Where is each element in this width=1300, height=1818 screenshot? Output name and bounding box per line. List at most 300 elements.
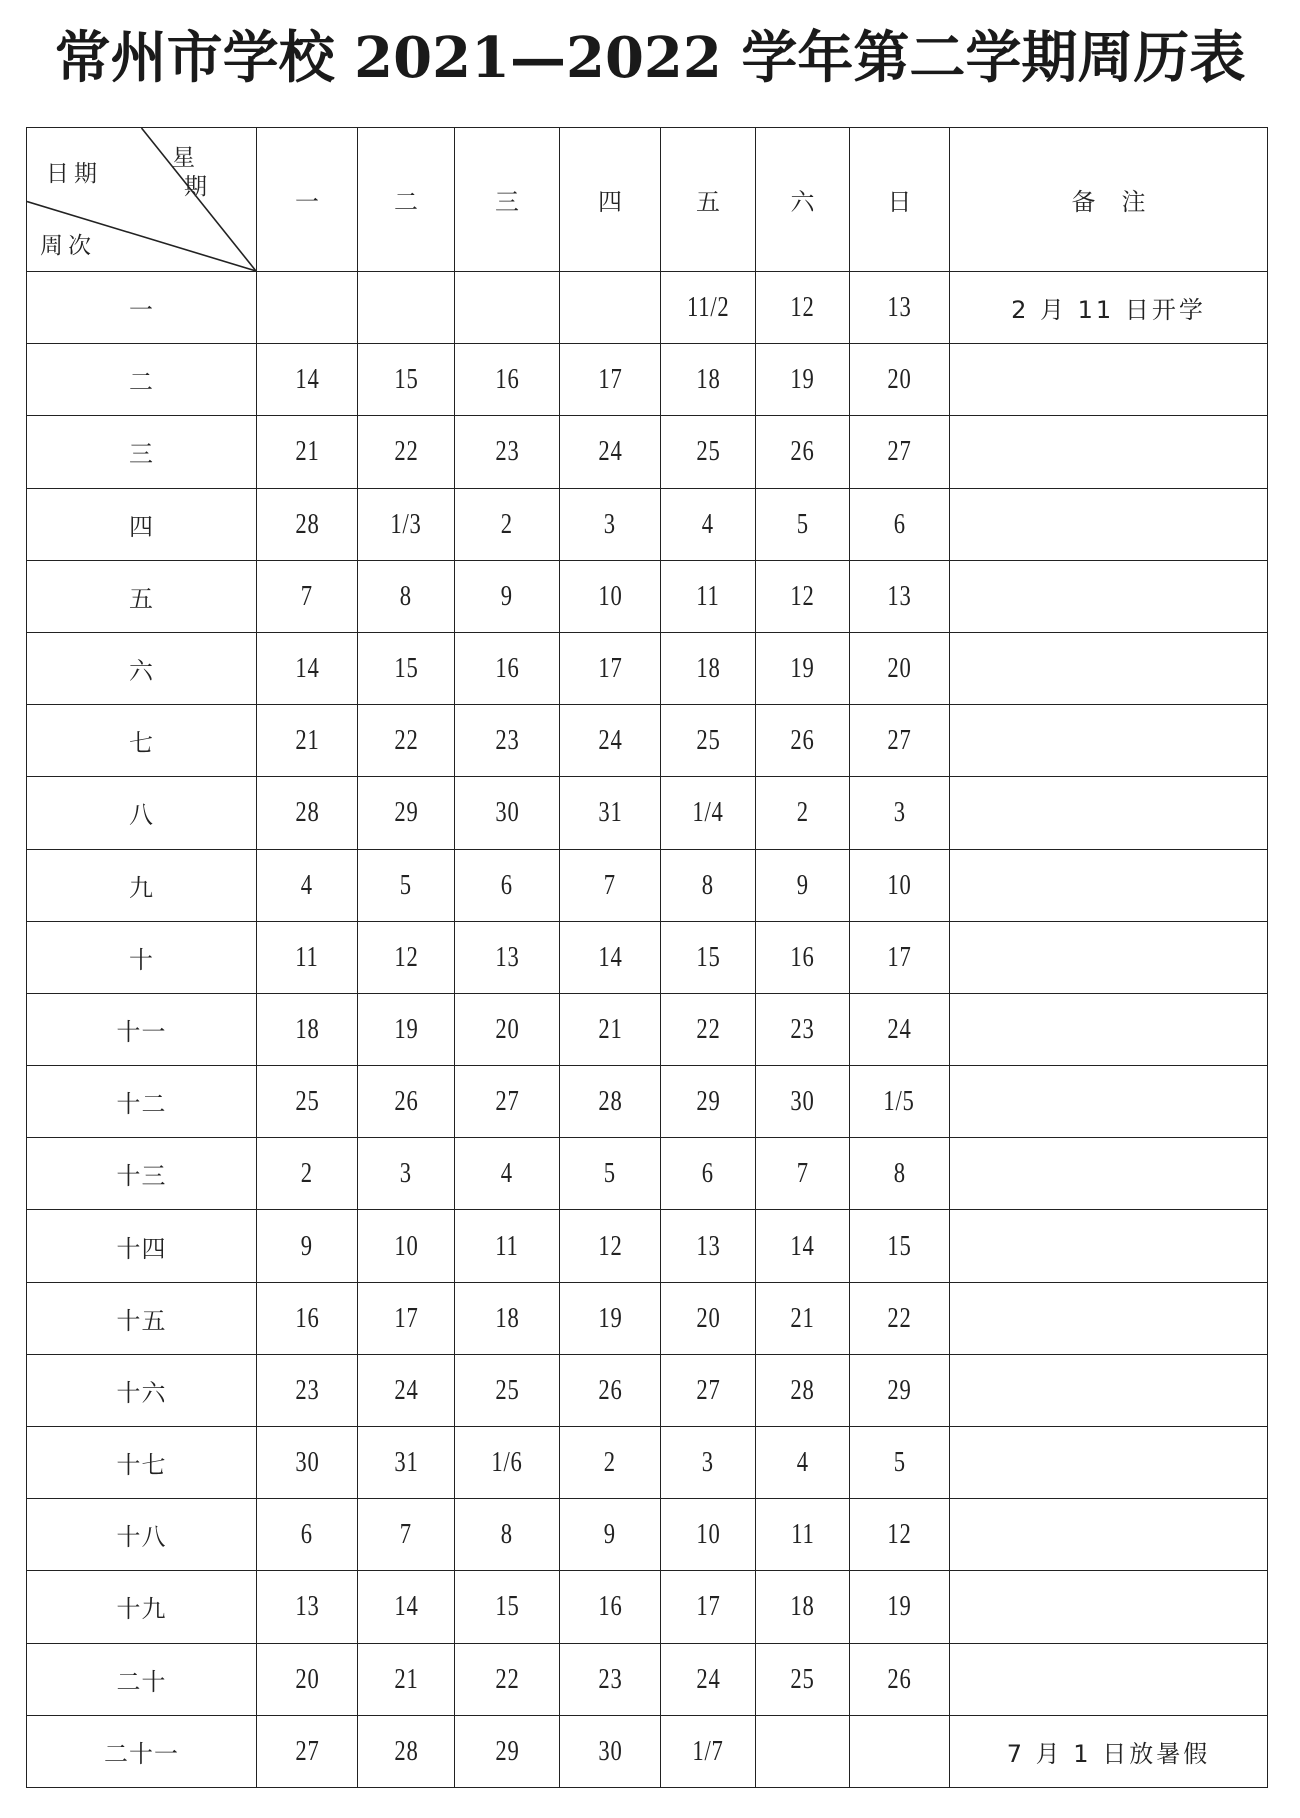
date-value: 18 bbox=[494, 1301, 520, 1334]
date-value: 1/3 bbox=[390, 507, 422, 540]
calendar-body bbox=[27, 272, 1268, 1788]
week-number-cell: 四 bbox=[27, 488, 257, 560]
date-value: 7 bbox=[300, 579, 314, 612]
date-cell bbox=[257, 993, 358, 1065]
date-value: 9 bbox=[500, 579, 514, 612]
date-cell bbox=[257, 1499, 358, 1571]
remark-cell bbox=[950, 1282, 1268, 1354]
date-cell bbox=[560, 272, 661, 344]
date-cell bbox=[756, 1282, 850, 1354]
remark-cell: 7 月 1 日放暑假 bbox=[950, 1715, 1268, 1787]
date-cell bbox=[756, 1427, 850, 1499]
week-number-cell: 十五 bbox=[27, 1282, 257, 1354]
date-value: 1/4 bbox=[692, 796, 724, 829]
date-value: 15 bbox=[494, 1590, 520, 1623]
date-value: 11 bbox=[696, 579, 720, 612]
week-number-cell: 八 bbox=[27, 777, 257, 849]
date-cell bbox=[661, 1138, 756, 1210]
date-cell bbox=[661, 921, 756, 993]
date-value: 21 bbox=[294, 435, 320, 468]
date-cell bbox=[560, 344, 661, 416]
date-value: 22 bbox=[887, 1301, 912, 1334]
table-row bbox=[27, 1571, 1268, 1643]
date-cell bbox=[560, 1643, 661, 1715]
date-cell bbox=[358, 1643, 455, 1715]
date-cell bbox=[455, 272, 560, 344]
date-cell bbox=[756, 1138, 850, 1210]
table-row bbox=[27, 488, 1268, 560]
date-value: 17 bbox=[393, 1301, 419, 1334]
date-value: 21 bbox=[790, 1301, 815, 1334]
date-value: 7 bbox=[603, 868, 617, 901]
date-value: 5 bbox=[796, 507, 809, 540]
date-cell bbox=[358, 1354, 455, 1426]
date-value: 22 bbox=[393, 435, 419, 468]
date-cell bbox=[850, 632, 950, 704]
date-cell bbox=[850, 1715, 950, 1787]
date-cell bbox=[661, 1282, 756, 1354]
date-cell bbox=[850, 272, 950, 344]
date-cell bbox=[850, 488, 950, 560]
week-number-cell: 十一 bbox=[27, 993, 257, 1065]
date-value: 12 bbox=[887, 1518, 912, 1551]
table-row bbox=[27, 921, 1268, 993]
date-cell bbox=[850, 1427, 950, 1499]
date-cell bbox=[560, 993, 661, 1065]
remark-cell bbox=[950, 705, 1268, 777]
date-value: 18 bbox=[695, 652, 721, 685]
date-cell bbox=[455, 1210, 560, 1282]
date-cell bbox=[756, 488, 850, 560]
date-cell bbox=[756, 1066, 850, 1138]
date-value: 28 bbox=[294, 796, 320, 829]
date-value: 3 bbox=[603, 507, 617, 540]
table-row bbox=[27, 1282, 1268, 1354]
date-cell bbox=[560, 1210, 661, 1282]
date-value: 3 bbox=[399, 1157, 413, 1190]
date-cell bbox=[358, 416, 455, 488]
date-value: 9 bbox=[603, 1518, 617, 1551]
date-cell bbox=[756, 921, 850, 993]
date-cell bbox=[560, 921, 661, 993]
remark-cell: 2 月 11 日开学 bbox=[950, 272, 1268, 344]
date-value: 20 bbox=[494, 1012, 520, 1045]
weekday-header-wed: 三 bbox=[455, 128, 560, 272]
date-cell bbox=[661, 1499, 756, 1571]
date-value: 10 bbox=[597, 579, 623, 612]
date-cell bbox=[756, 416, 850, 488]
date-cell bbox=[850, 849, 950, 921]
weekday-header-sat: 六 bbox=[756, 128, 850, 272]
date-value: 23 bbox=[494, 724, 520, 757]
date-value: 18 bbox=[790, 1590, 815, 1623]
date-value: 19 bbox=[597, 1301, 623, 1334]
table-row bbox=[27, 1354, 1268, 1426]
date-cell bbox=[455, 921, 560, 993]
date-cell bbox=[257, 1138, 358, 1210]
table-row bbox=[27, 1427, 1268, 1499]
table-row bbox=[27, 1499, 1268, 1571]
date-value: 6 bbox=[500, 868, 514, 901]
date-value: 10 bbox=[393, 1229, 419, 1262]
date-value: 1/5 bbox=[883, 1085, 916, 1118]
date-cell bbox=[560, 1571, 661, 1643]
date-value: 28 bbox=[294, 507, 320, 540]
date-value: 28 bbox=[393, 1734, 419, 1767]
week-axis-label: 周次 bbox=[40, 233, 96, 259]
week-number-cell: 三 bbox=[27, 416, 257, 488]
week-number-cell: 十二 bbox=[27, 1066, 257, 1138]
date-cell bbox=[455, 705, 560, 777]
date-value: 21 bbox=[393, 1662, 419, 1695]
date-cell bbox=[661, 272, 756, 344]
date-value: 7 bbox=[796, 1157, 809, 1190]
remarks-header: 备注 bbox=[950, 128, 1268, 272]
date-value: 4 bbox=[701, 507, 715, 540]
remark-cell bbox=[950, 777, 1268, 849]
date-cell bbox=[661, 1427, 756, 1499]
date-cell bbox=[756, 344, 850, 416]
weekday-header-mon: 一 bbox=[257, 128, 358, 272]
date-value: 25 bbox=[695, 724, 721, 757]
remark-cell bbox=[950, 344, 1268, 416]
date-cell bbox=[756, 777, 850, 849]
date-cell bbox=[358, 632, 455, 704]
date-value: 8 bbox=[701, 868, 715, 901]
date-cell bbox=[756, 849, 850, 921]
date-value: 20 bbox=[887, 363, 912, 396]
date-cell bbox=[661, 1354, 756, 1426]
date-value: 8 bbox=[500, 1518, 514, 1551]
date-value: 9 bbox=[796, 868, 809, 901]
date-cell bbox=[257, 272, 358, 344]
remark-cell bbox=[950, 488, 1268, 560]
week-number-cell: 二十 bbox=[27, 1643, 257, 1715]
date-value: 29 bbox=[494, 1734, 520, 1767]
date-cell bbox=[455, 1571, 560, 1643]
date-cell bbox=[850, 1282, 950, 1354]
date-cell bbox=[661, 705, 756, 777]
date-cell bbox=[756, 1643, 850, 1715]
date-cell bbox=[455, 1643, 560, 1715]
date-cell bbox=[850, 705, 950, 777]
date-cell bbox=[560, 705, 661, 777]
date-value: 30 bbox=[790, 1085, 815, 1118]
table-row bbox=[27, 416, 1268, 488]
week-number-cell: 一 bbox=[27, 272, 257, 344]
date-value: 10 bbox=[695, 1518, 721, 1551]
date-cell bbox=[560, 1066, 661, 1138]
date-value: 24 bbox=[597, 724, 623, 757]
table-row bbox=[27, 1066, 1268, 1138]
date-cell bbox=[257, 1715, 358, 1787]
date-cell bbox=[455, 488, 560, 560]
date-value: 19 bbox=[393, 1012, 419, 1045]
date-value: 19 bbox=[790, 363, 815, 396]
date-value: 25 bbox=[294, 1085, 320, 1118]
remark-cell bbox=[950, 1138, 1268, 1210]
date-value: 11 bbox=[495, 1229, 519, 1262]
date-cell bbox=[661, 632, 756, 704]
date-cell bbox=[257, 1210, 358, 1282]
date-cell bbox=[560, 488, 661, 560]
table-row bbox=[27, 272, 1268, 344]
date-cell bbox=[756, 1571, 850, 1643]
week-number-cell: 七 bbox=[27, 705, 257, 777]
date-value: 14 bbox=[393, 1590, 419, 1623]
date-cell bbox=[661, 1643, 756, 1715]
date-value: 6 bbox=[701, 1157, 715, 1190]
date-value: 27 bbox=[887, 724, 912, 757]
date-cell bbox=[661, 993, 756, 1065]
date-cell bbox=[756, 1499, 850, 1571]
date-value: 12 bbox=[393, 940, 419, 973]
date-value: 3 bbox=[701, 1446, 715, 1479]
date-cell bbox=[257, 560, 358, 632]
date-cell bbox=[455, 1427, 560, 1499]
date-value: 21 bbox=[294, 724, 320, 757]
date-cell bbox=[358, 488, 455, 560]
date-cell bbox=[257, 632, 358, 704]
date-value: 13 bbox=[494, 940, 520, 973]
week-calendar-table bbox=[26, 127, 1268, 1788]
date-cell bbox=[850, 1138, 950, 1210]
date-cell bbox=[850, 1066, 950, 1138]
weekday-header-thu: 四 bbox=[560, 128, 661, 272]
week-number-cell: 十四 bbox=[27, 1210, 257, 1282]
date-cell bbox=[358, 993, 455, 1065]
weekday-header-fri: 五 bbox=[661, 128, 756, 272]
remark-cell bbox=[950, 1210, 1268, 1282]
date-value: 5 bbox=[399, 868, 413, 901]
date-value: 20 bbox=[695, 1301, 721, 1334]
date-value: 17 bbox=[597, 652, 623, 685]
date-value: 11/2 bbox=[686, 291, 730, 324]
date-value: 8 bbox=[399, 579, 413, 612]
date-value: 11 bbox=[295, 940, 319, 973]
date-cell bbox=[850, 344, 950, 416]
date-cell bbox=[358, 1715, 455, 1787]
date-cell bbox=[358, 560, 455, 632]
date-cell bbox=[257, 1427, 358, 1499]
date-cell bbox=[455, 777, 560, 849]
date-cell bbox=[756, 560, 850, 632]
date-value: 11 bbox=[790, 1518, 815, 1551]
date-value: 21 bbox=[597, 1012, 623, 1045]
date-value: 22 bbox=[695, 1012, 721, 1045]
date-value: 13 bbox=[695, 1229, 721, 1262]
week-number-cell: 二十一 bbox=[27, 1715, 257, 1787]
date-cell bbox=[358, 1066, 455, 1138]
remark-cell bbox=[950, 1427, 1268, 1499]
date-value: 24 bbox=[887, 1012, 912, 1045]
date-value: 25 bbox=[494, 1373, 520, 1406]
table-row bbox=[27, 632, 1268, 704]
date-value: 25 bbox=[695, 435, 721, 468]
date-value: 14 bbox=[597, 940, 623, 973]
date-cell bbox=[661, 416, 756, 488]
date-cell bbox=[455, 849, 560, 921]
date-value: 23 bbox=[294, 1373, 320, 1406]
date-cell bbox=[756, 272, 850, 344]
date-value: 14 bbox=[294, 652, 320, 685]
date-cell bbox=[358, 344, 455, 416]
date-value: 12 bbox=[790, 579, 815, 612]
date-value: 23 bbox=[494, 435, 520, 468]
date-cell bbox=[358, 921, 455, 993]
date-cell bbox=[850, 560, 950, 632]
date-cell bbox=[257, 921, 358, 993]
date-value: 15 bbox=[887, 1229, 912, 1262]
remark-cell bbox=[950, 1354, 1268, 1426]
weekday-header-sun: 日 bbox=[850, 128, 950, 272]
week-number-cell: 六 bbox=[27, 632, 257, 704]
date-value: 31 bbox=[393, 1446, 419, 1479]
date-cell bbox=[455, 1499, 560, 1571]
date-cell bbox=[756, 993, 850, 1065]
date-value: 16 bbox=[597, 1590, 623, 1623]
remark-cell bbox=[950, 1499, 1268, 1571]
date-value: 31 bbox=[597, 796, 623, 829]
date-value: 26 bbox=[887, 1662, 912, 1695]
date-value: 9 bbox=[300, 1229, 314, 1262]
date-value: 6 bbox=[893, 507, 906, 540]
date-cell bbox=[661, 488, 756, 560]
date-cell bbox=[358, 1138, 455, 1210]
date-cell bbox=[661, 777, 756, 849]
remark-cell bbox=[950, 560, 1268, 632]
date-value: 18 bbox=[695, 363, 721, 396]
date-cell bbox=[661, 849, 756, 921]
date-value: 29 bbox=[393, 796, 419, 829]
date-cell bbox=[257, 416, 358, 488]
date-value: 24 bbox=[393, 1373, 419, 1406]
table-row bbox=[27, 1210, 1268, 1282]
date-cell bbox=[756, 1354, 850, 1426]
date-value: 24 bbox=[597, 435, 623, 468]
date-value: 27 bbox=[887, 435, 912, 468]
date-cell bbox=[560, 1354, 661, 1426]
date-cell bbox=[257, 777, 358, 849]
date-value: 29 bbox=[887, 1373, 912, 1406]
date-cell bbox=[257, 849, 358, 921]
table-row bbox=[27, 1138, 1268, 1210]
date-value: 26 bbox=[790, 435, 815, 468]
date-value: 25 bbox=[790, 1662, 815, 1695]
date-cell bbox=[358, 1282, 455, 1354]
week-number-cell: 十六 bbox=[27, 1354, 257, 1426]
date-value: 14 bbox=[294, 363, 320, 396]
date-cell bbox=[257, 1643, 358, 1715]
date-cell bbox=[560, 1282, 661, 1354]
date-cell bbox=[560, 560, 661, 632]
date-value: 16 bbox=[494, 652, 520, 685]
remark-cell bbox=[950, 1066, 1268, 1138]
date-cell bbox=[661, 560, 756, 632]
date-cell bbox=[358, 1499, 455, 1571]
date-cell bbox=[358, 1571, 455, 1643]
date-value: 23 bbox=[597, 1662, 623, 1695]
date-cell bbox=[756, 1210, 850, 1282]
date-value: 30 bbox=[294, 1446, 320, 1479]
header-row bbox=[27, 128, 1268, 272]
date-value: 28 bbox=[597, 1085, 623, 1118]
date-value: 22 bbox=[494, 1662, 520, 1695]
date-cell bbox=[257, 705, 358, 777]
weekday-axis-label-top: 星 bbox=[172, 145, 195, 171]
date-cell bbox=[455, 344, 560, 416]
date-cell bbox=[257, 1571, 358, 1643]
week-number-cell: 二 bbox=[27, 344, 257, 416]
date-value: 27 bbox=[494, 1085, 520, 1118]
date-cell bbox=[257, 1282, 358, 1354]
date-cell bbox=[358, 1210, 455, 1282]
week-number-cell: 十九 bbox=[27, 1571, 257, 1643]
remark-cell bbox=[950, 1643, 1268, 1715]
date-cell bbox=[560, 1138, 661, 1210]
date-value: 2 bbox=[603, 1446, 617, 1479]
date-value: 3 bbox=[893, 796, 906, 829]
date-value: 30 bbox=[494, 796, 520, 829]
date-value: 16 bbox=[790, 940, 815, 973]
date-value: 16 bbox=[294, 1301, 320, 1334]
date-value: 12 bbox=[597, 1229, 623, 1262]
date-cell bbox=[850, 1354, 950, 1426]
date-cell bbox=[661, 1715, 756, 1787]
date-value: 13 bbox=[294, 1590, 320, 1623]
date-cell bbox=[358, 1427, 455, 1499]
date-cell bbox=[850, 1210, 950, 1282]
date-cell bbox=[756, 705, 850, 777]
remark-cell bbox=[950, 632, 1268, 704]
date-value: 23 bbox=[790, 1012, 815, 1045]
date-value: 18 bbox=[294, 1012, 320, 1045]
weekday-header-tue: 二 bbox=[358, 128, 455, 272]
date-cell bbox=[358, 849, 455, 921]
weekday-axis-label-bottom: 期 bbox=[184, 174, 207, 200]
date-cell bbox=[358, 272, 455, 344]
table-row bbox=[27, 560, 1268, 632]
date-cell bbox=[257, 1354, 358, 1426]
date-cell bbox=[661, 1571, 756, 1643]
table-row bbox=[27, 849, 1268, 921]
week-number-cell: 九 bbox=[27, 849, 257, 921]
date-value: 4 bbox=[300, 868, 314, 901]
remark-cell bbox=[950, 416, 1268, 488]
date-value: 4 bbox=[500, 1157, 514, 1190]
date-cell bbox=[257, 344, 358, 416]
date-value: 19 bbox=[790, 652, 815, 685]
date-cell bbox=[257, 1066, 358, 1138]
remark-cell bbox=[950, 849, 1268, 921]
week-number-cell: 十 bbox=[27, 921, 257, 993]
remark-cell bbox=[950, 1571, 1268, 1643]
remark-cell bbox=[950, 921, 1268, 993]
date-cell bbox=[560, 777, 661, 849]
week-number-cell: 五 bbox=[27, 560, 257, 632]
date-value: 2 bbox=[300, 1157, 314, 1190]
date-cell bbox=[455, 1066, 560, 1138]
date-value: 26 bbox=[790, 724, 815, 757]
date-value: 13 bbox=[887, 291, 912, 324]
date-value: 4 bbox=[796, 1446, 809, 1479]
date-value: 20 bbox=[294, 1662, 320, 1695]
date-cell bbox=[560, 632, 661, 704]
remark-cell bbox=[950, 993, 1268, 1065]
table-row bbox=[27, 993, 1268, 1065]
date-cell bbox=[455, 1715, 560, 1787]
table-row bbox=[27, 705, 1268, 777]
